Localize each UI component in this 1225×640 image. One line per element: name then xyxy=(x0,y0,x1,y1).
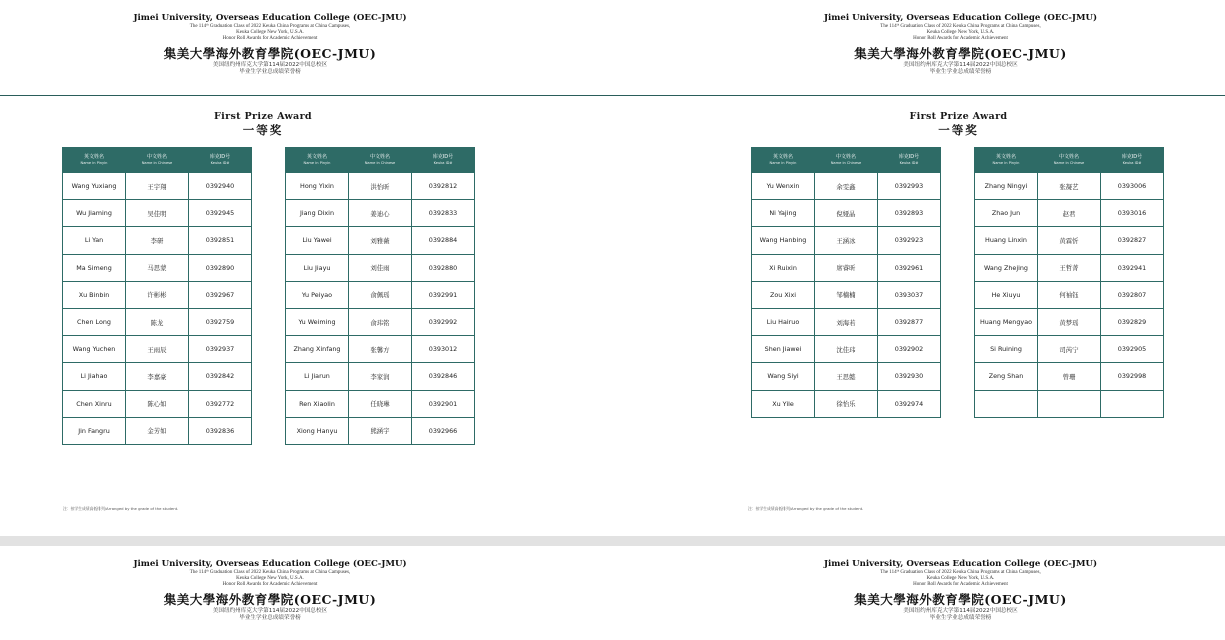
column-header-chinese xyxy=(126,148,189,173)
header-subtitle-line1: The 114ᵗʰ Graduation Class of 2022 Keuka China Programs at China Campuses, xyxy=(189,24,351,29)
table-row xyxy=(286,254,475,281)
name-pinyin-cell: Jin Fangru xyxy=(63,417,126,444)
honor-roll-table xyxy=(285,147,475,445)
name-pinyin-cell: Liu Yawei xyxy=(286,227,349,254)
column-header-chinese-english: Name in Chinese xyxy=(141,160,173,165)
column-header-keuka-id-chinese: 库克ID号 xyxy=(432,154,454,161)
table-row xyxy=(286,336,475,363)
header-subtitle-line1: The 114ᵗʰ Graduation Class of 2022 Keuka China Programs at China Campuses, xyxy=(880,570,1041,575)
keuka-id-cell: 0392961 xyxy=(878,254,941,281)
name-chinese-cell: 刘佳雨 xyxy=(349,254,412,281)
header-subtitle-line2: Keuka College New York, U.S.A. xyxy=(236,30,304,36)
name-pinyin-cell: Jiang Dixin xyxy=(286,200,349,227)
name-chinese-cell xyxy=(1038,390,1101,417)
name-chinese-cell: 席睿昕 xyxy=(815,254,878,281)
award-heading xyxy=(0,111,569,138)
table-row xyxy=(975,200,1164,227)
header-subtitle-line1: The 114ᵗʰ Graduation Class of 2022 Keuka China Programs at China Campuses, xyxy=(880,24,1041,29)
name-pinyin-cell: He Xiuyu xyxy=(975,281,1038,308)
name-chinese-cell: 黄霖忻 xyxy=(1038,227,1101,254)
column-header-pinyin xyxy=(286,148,349,173)
honor-roll-page-right xyxy=(612,0,1225,536)
name-chinese-cell: 姜迪心 xyxy=(349,200,412,227)
name-pinyin-cell: Wang Yuxiang xyxy=(63,173,126,200)
name-pinyin-cell: Li Jiarun xyxy=(286,363,349,390)
name-chinese-cell: 熊涵宇 xyxy=(349,417,412,444)
name-chinese-cell: 刘雅薇 xyxy=(349,227,412,254)
name-chinese-cell: 王哲菁 xyxy=(1038,254,1101,281)
header-chinese-line1: 美国纽约州库克大学第114届2022中国总校区 xyxy=(903,61,1018,68)
keuka-id-cell: 0392993 xyxy=(878,173,941,200)
table-header-row xyxy=(286,148,475,173)
name-pinyin-cell: Yu Wenxin xyxy=(752,173,815,200)
keuka-id-cell: 0392812 xyxy=(412,173,475,200)
column-header-keuka-id xyxy=(412,148,475,173)
header-chinese-line2: 毕业生学业总成绩荣誉榜 xyxy=(239,68,301,75)
header-subtitle-line3: Honor Roll Awards for Academic Achievement xyxy=(913,582,1008,588)
column-header-chinese-chinese: 中文姓名 xyxy=(835,154,856,161)
page-header xyxy=(0,13,576,76)
keuka-id-cell xyxy=(1101,390,1164,417)
table-header-row xyxy=(63,148,252,173)
table-row xyxy=(975,281,1164,308)
name-chinese-cell: 沈佳玮 xyxy=(815,336,878,363)
column-header-chinese-english: Name in Chinese xyxy=(830,160,862,165)
table-row xyxy=(975,390,1164,417)
column-header-keuka-id-english: Keuka ID# xyxy=(1122,160,1142,165)
name-chinese-cell: 张馨方 xyxy=(349,336,412,363)
name-chinese-cell: 俞玮铭 xyxy=(349,308,412,335)
header-subtitle-line2: Keuka College New York, U.S.A. xyxy=(926,576,995,582)
keuka-id-cell: 0392842 xyxy=(189,363,252,390)
column-header-pinyin-chinese: 英文姓名 xyxy=(306,154,327,161)
table-row xyxy=(286,363,475,390)
column-header-pinyin xyxy=(752,148,815,173)
column-header-keuka-id-english: Keuka ID# xyxy=(210,160,230,165)
name-chinese-cell: 邹楠楠 xyxy=(815,281,878,308)
header-chinese-line2: 毕业生学业总成绩荣誉榜 xyxy=(929,68,992,75)
column-header-chinese-chinese: 中文姓名 xyxy=(369,154,390,161)
name-pinyin-cell: Liu Jiayu xyxy=(286,254,349,281)
keuka-id-cell: 0392829 xyxy=(1101,308,1164,335)
name-chinese-cell: 刘海若 xyxy=(815,308,878,335)
honor-roll-table xyxy=(751,147,941,418)
column-header-pinyin-english: Name in Pinyin xyxy=(992,160,1020,165)
page-header xyxy=(654,13,1225,76)
keuka-id-cell: 0392905 xyxy=(1101,336,1164,363)
header-subtitle-line2: Keuka College New York, U.S.A. xyxy=(236,576,304,582)
award-heading xyxy=(652,111,1225,138)
table-row xyxy=(752,336,941,363)
name-pinyin-cell: Liu Hairuo xyxy=(752,308,815,335)
name-chinese-cell: 李家润 xyxy=(349,363,412,390)
award-title-english: First Prize Award xyxy=(909,111,1008,122)
table-row xyxy=(752,281,941,308)
table-row xyxy=(63,254,252,281)
name-pinyin-cell: Zou Xixi xyxy=(752,281,815,308)
keuka-id-cell: 0392940 xyxy=(189,173,252,200)
college-title-chinese: 集美大學海外教育學院(OEC-JMU) xyxy=(163,591,377,607)
header-chinese-line1: 美国纽约州库克大学第114届2022中国总校区 xyxy=(903,607,1018,614)
name-chinese-cell: 金芳如 xyxy=(126,417,189,444)
name-pinyin-cell: Li Yan xyxy=(63,227,126,254)
keuka-id-cell: 0392877 xyxy=(878,308,941,335)
table-row xyxy=(975,254,1164,281)
table-row xyxy=(286,200,475,227)
keuka-id-cell: 0392902 xyxy=(878,336,941,363)
keuka-id-cell: 0392998 xyxy=(1101,363,1164,390)
name-chinese-cell: 黄梦瑶 xyxy=(1038,308,1101,335)
college-title: Jimei University, Overseas Education College (OEC-JMU) xyxy=(133,559,407,569)
table-row xyxy=(63,363,252,390)
column-header-pinyin xyxy=(63,148,126,173)
column-header-chinese-english: Name in Chinese xyxy=(1053,160,1085,165)
header-chinese-line1: 美国纽约州库克大学第114届2022中国总校区 xyxy=(212,61,328,68)
table-row xyxy=(752,363,941,390)
name-chinese-cell: 陈龙 xyxy=(126,308,189,335)
page-header xyxy=(0,559,576,622)
column-header-keuka-id xyxy=(878,148,941,173)
name-pinyin-cell: Zhang Ningyi xyxy=(975,173,1038,200)
column-header-keuka-id-chinese: 库克ID号 xyxy=(209,154,231,161)
name-pinyin-cell: Yu Weiming xyxy=(286,308,349,335)
column-header-pinyin-english: Name in Pinyin xyxy=(303,160,331,165)
header-chinese-line2: 毕业生学业总成绩荣誉榜 xyxy=(239,614,301,621)
column-header-chinese xyxy=(349,148,412,173)
header-subtitle-line2: Keuka College New York, U.S.A. xyxy=(926,30,995,36)
table-row xyxy=(286,227,475,254)
name-pinyin-cell: Ma Simeng xyxy=(63,254,126,281)
table-row xyxy=(975,336,1164,363)
keuka-id-cell: 0392901 xyxy=(412,390,475,417)
column-header-keuka-id-chinese: 库克ID号 xyxy=(898,154,920,161)
name-pinyin-cell: Si Ruining xyxy=(975,336,1038,363)
table-row xyxy=(752,173,941,200)
keuka-id-cell: 0392890 xyxy=(189,254,252,281)
name-chinese-cell: 吴佳明 xyxy=(126,200,189,227)
table-row xyxy=(63,336,252,363)
name-chinese-cell: 曾珊 xyxy=(1038,363,1101,390)
name-pinyin-cell: Li Jiahao xyxy=(63,363,126,390)
keuka-id-cell: 0392967 xyxy=(189,281,252,308)
keuka-id-cell: 0393012 xyxy=(412,336,475,363)
name-pinyin-cell: Zeng Shan xyxy=(975,363,1038,390)
column-header-pinyin-chinese: 英文姓名 xyxy=(83,154,104,161)
header-divider xyxy=(612,95,1225,96)
college-title-chinese: 集美大學海外教育學院(OEC-JMU) xyxy=(854,45,1067,61)
table-row xyxy=(286,173,475,200)
table-row xyxy=(752,227,941,254)
name-pinyin-cell: Chen Xinru xyxy=(63,390,126,417)
keuka-id-cell: 0393037 xyxy=(878,281,941,308)
name-pinyin-cell: Huang Linxin xyxy=(975,227,1038,254)
table-row xyxy=(63,227,252,254)
column-header-chinese-english: Name in Chinese xyxy=(364,160,396,165)
name-pinyin-cell: Ni Yajing xyxy=(752,200,815,227)
column-header-keuka-id-english: Keuka ID# xyxy=(899,160,919,165)
header-chinese-line1: 美国纽约州库克大学第114届2022中国总校区 xyxy=(212,607,328,614)
keuka-id-cell: 0392833 xyxy=(412,200,475,227)
keuka-id-cell: 0392827 xyxy=(1101,227,1164,254)
name-pinyin-cell: Wang Zhejing xyxy=(975,254,1038,281)
table-row xyxy=(975,227,1164,254)
name-pinyin-cell: Yu Peiyao xyxy=(286,281,349,308)
table-row xyxy=(63,200,252,227)
table-row xyxy=(975,363,1164,390)
keuka-id-cell: 0392930 xyxy=(878,363,941,390)
name-chinese-cell: 张凝艺 xyxy=(1038,173,1101,200)
college-title-chinese: 集美大學海外教育學院(OEC-JMU) xyxy=(854,591,1067,607)
name-pinyin-cell: Wu Jiaming xyxy=(63,200,126,227)
honor-roll-table xyxy=(974,147,1164,418)
table-row xyxy=(286,417,475,444)
page-header xyxy=(654,559,1225,622)
table-row xyxy=(286,390,475,417)
keuka-id-cell: 0392991 xyxy=(412,281,475,308)
column-header-keuka-id-english: Keuka ID# xyxy=(433,160,453,165)
column-header-chinese xyxy=(815,148,878,173)
column-header-pinyin-english: Name in Pinyin xyxy=(769,160,797,165)
column-header-pinyin-english: Name in Pinyin xyxy=(80,160,108,165)
keuka-id-cell: 0392941 xyxy=(1101,254,1164,281)
header-chinese-line2: 毕业生学业总成绩荣誉榜 xyxy=(929,614,992,621)
table-row xyxy=(975,308,1164,335)
name-chinese-cell: 许彬彬 xyxy=(126,281,189,308)
keuka-id-cell: 0392974 xyxy=(878,390,941,417)
honor-roll-page-next-left xyxy=(0,546,612,640)
name-pinyin-cell: Zhang Xinfang xyxy=(286,336,349,363)
keuka-id-cell: 0392880 xyxy=(412,254,475,281)
footnote: 注：按学生成绩高低排列/Arranged by the grade of the student. xyxy=(63,506,179,511)
header-subtitle-line3: Honor Roll Awards for Academic Achievement xyxy=(913,36,1008,42)
name-pinyin-cell: Wang Siyi xyxy=(752,363,815,390)
name-chinese-cell: 赵君 xyxy=(1038,200,1101,227)
table-header-row xyxy=(975,148,1164,173)
name-pinyin-cell: Zhao Jun xyxy=(975,200,1038,227)
table-header-row xyxy=(752,148,941,173)
name-chinese-cell: 俞佩瑶 xyxy=(349,281,412,308)
college-title-chinese: 集美大學海外教育學院(OEC-JMU) xyxy=(163,45,377,61)
name-chinese-cell: 王宇翔 xyxy=(126,173,189,200)
keuka-id-cell: 0392992 xyxy=(412,308,475,335)
honor-roll-page-next-right xyxy=(612,546,1225,640)
header-subtitle-line3: Honor Roll Awards for Academic Achievement xyxy=(222,36,318,42)
table-row xyxy=(975,173,1164,200)
table-row xyxy=(63,173,252,200)
keuka-id-cell: 0392807 xyxy=(1101,281,1164,308)
table-row xyxy=(63,417,252,444)
keuka-id-cell: 0392846 xyxy=(412,363,475,390)
name-chinese-cell: 司芮宁 xyxy=(1038,336,1101,363)
award-title-chinese: 一等奖 xyxy=(242,123,284,137)
column-header-pinyin-chinese: 英文姓名 xyxy=(995,154,1016,161)
table-row xyxy=(63,281,252,308)
keuka-id-cell: 0392759 xyxy=(189,308,252,335)
award-title-chinese: 一等奖 xyxy=(938,123,979,137)
table-row xyxy=(752,390,941,417)
name-chinese-cell: 李嘉豪 xyxy=(126,363,189,390)
honor-roll-table xyxy=(62,147,252,445)
keuka-id-cell: 0392945 xyxy=(189,200,252,227)
keuka-id-cell: 0392836 xyxy=(189,417,252,444)
column-header-chinese xyxy=(1038,148,1101,173)
college-title: Jimei University, Overseas Education College (OEC-JMU) xyxy=(823,559,1098,569)
table-row xyxy=(63,308,252,335)
name-chinese-cell: 陈心如 xyxy=(126,390,189,417)
column-header-keuka-id-chinese: 库克ID号 xyxy=(1121,154,1143,161)
header-subtitle-line3: Honor Roll Awards for Academic Achievement xyxy=(222,582,318,588)
name-pinyin-cell: Huang Mengyao xyxy=(975,308,1038,335)
name-pinyin-cell: Chen Long xyxy=(63,308,126,335)
name-pinyin-cell: Shen Jiawei xyxy=(752,336,815,363)
name-pinyin-cell: Wang Yuchen xyxy=(63,336,126,363)
header-divider xyxy=(0,95,612,96)
name-pinyin-cell: Ren Xiaolin xyxy=(286,390,349,417)
keuka-id-cell: 0392923 xyxy=(878,227,941,254)
column-header-keuka-id xyxy=(189,148,252,173)
table-row xyxy=(286,308,475,335)
keuka-id-cell: 0392937 xyxy=(189,336,252,363)
column-header-keuka-id xyxy=(1101,148,1164,173)
name-pinyin-cell: Xu Binbin xyxy=(63,281,126,308)
keuka-id-cell: 0392851 xyxy=(189,227,252,254)
honor-roll-page-left xyxy=(0,0,612,536)
name-chinese-cell: 马思蒙 xyxy=(126,254,189,281)
name-pinyin-cell xyxy=(975,390,1038,417)
table-row xyxy=(286,281,475,308)
name-pinyin-cell: Xiong Hanyu xyxy=(286,417,349,444)
name-chinese-cell: 李研 xyxy=(126,227,189,254)
name-pinyin-cell: Hong Yixin xyxy=(286,173,349,200)
name-chinese-cell: 何袖钰 xyxy=(1038,281,1101,308)
name-chinese-cell: 王思懿 xyxy=(815,363,878,390)
column-header-pinyin xyxy=(975,148,1038,173)
name-chinese-cell: 徐怡乐 xyxy=(815,390,878,417)
award-title-english: First Prize Award xyxy=(214,111,312,122)
college-title: Jimei University, Overseas Education College (OEC-JMU) xyxy=(133,13,407,23)
college-title: Jimei University, Overseas Education College (OEC-JMU) xyxy=(823,13,1098,23)
column-header-chinese-chinese: 中文姓名 xyxy=(1058,154,1079,161)
name-chinese-cell: 倪娅晶 xyxy=(815,200,878,227)
name-chinese-cell: 王雨辰 xyxy=(126,336,189,363)
keuka-id-cell: 0392893 xyxy=(878,200,941,227)
table-row xyxy=(752,200,941,227)
name-chinese-cell: 王涵冰 xyxy=(815,227,878,254)
header-subtitle-line1: The 114ᵗʰ Graduation Class of 2022 Keuka China Programs at China Campuses, xyxy=(189,570,351,575)
table-row xyxy=(752,254,941,281)
keuka-id-cell: 0392772 xyxy=(189,390,252,417)
column-header-chinese-chinese: 中文姓名 xyxy=(146,154,167,161)
footnote: 注：按学生成绩高低排列/Arranged by the grade of the student. xyxy=(748,506,864,511)
name-pinyin-cell: Xu Yile xyxy=(752,390,815,417)
table-row xyxy=(752,308,941,335)
name-chinese-cell: 洪怡昕 xyxy=(349,173,412,200)
column-header-pinyin-chinese: 英文姓名 xyxy=(772,154,793,161)
keuka-id-cell: 0392966 xyxy=(412,417,475,444)
table-row xyxy=(63,390,252,417)
name-chinese-cell: 余雯鑫 xyxy=(815,173,878,200)
keuka-id-cell: 0393006 xyxy=(1101,173,1164,200)
name-chinese-cell: 任晓琳 xyxy=(349,390,412,417)
name-pinyin-cell: Xi Ruixin xyxy=(752,254,815,281)
keuka-id-cell: 0392884 xyxy=(412,227,475,254)
keuka-id-cell: 0393016 xyxy=(1101,200,1164,227)
name-pinyin-cell: Wang Hanbing xyxy=(752,227,815,254)
